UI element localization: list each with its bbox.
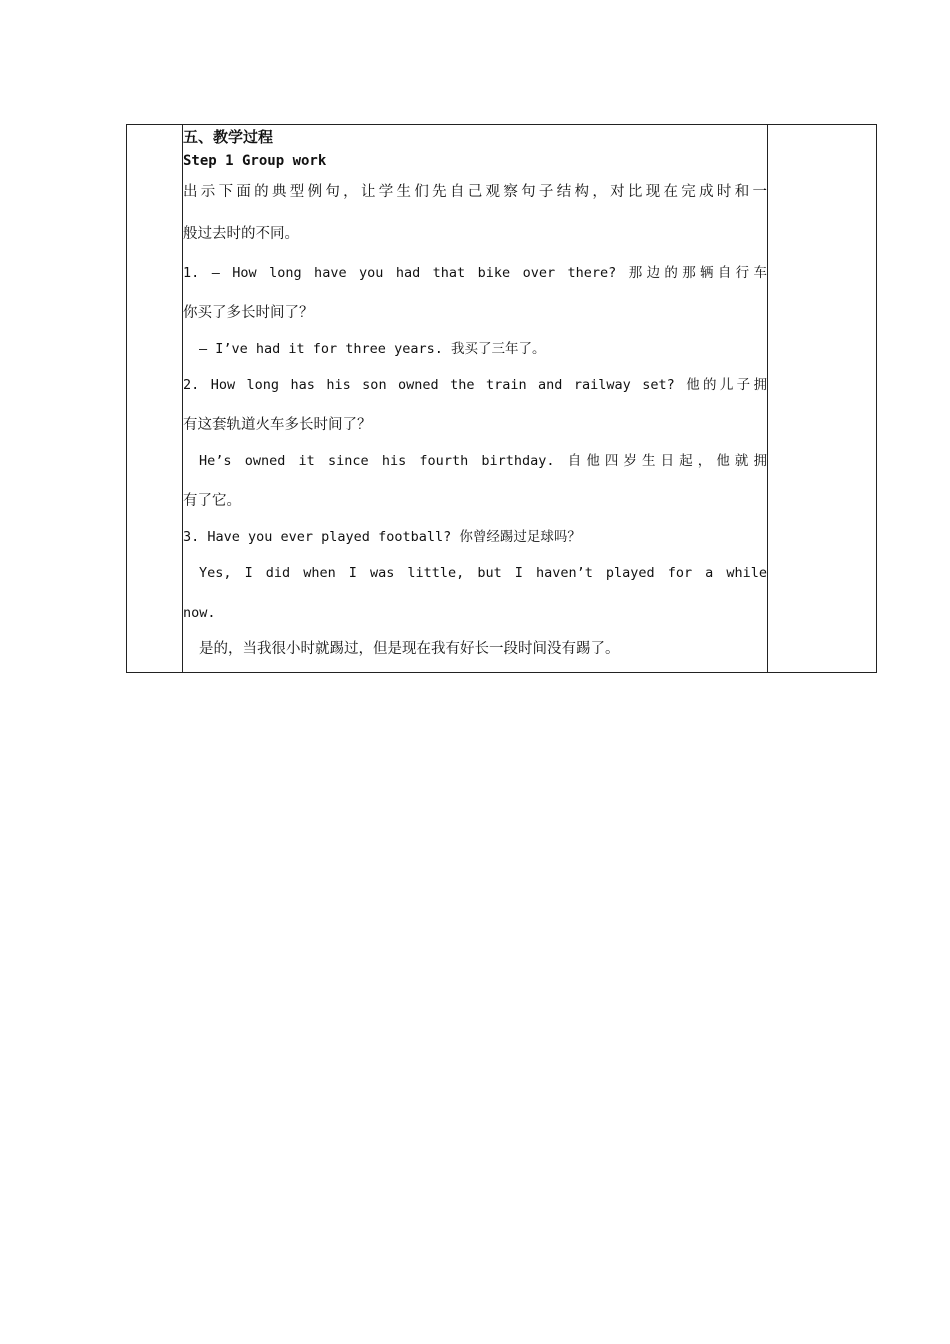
lesson-table <box>126 124 877 673</box>
example-1-question-line-1: 1. — How long have you had that bike over there? 那边的那辆自行车 <box>183 265 767 281</box>
example-1-question <box>183 264 767 322</box>
example-1-question-line-2: 你买了多长时间了？ <box>183 305 314 321</box>
example-3-answer-line-3: 是的，当我很小时就踢过，但是现在我有好长一段时间没有踢了。 <box>199 641 620 657</box>
example-2-question-line-1: 2. How long has his son owned the train and railway set? 他的儿子拥 <box>183 377 767 393</box>
main-content-cell <box>183 125 768 673</box>
intro-line-2: 般过去时的不同。 <box>183 226 299 242</box>
example-2-question-line-2: 有这套轨道火车多长时间了？ <box>183 417 372 433</box>
example-1-answer-line-1: — I’ve had it for three years. 我买了三年了。 <box>199 341 546 357</box>
example-2-answer-line-1: He’s owned it since his fourth birthday. 自他四岁生日起，他就拥 <box>199 453 767 469</box>
right-empty-cell <box>768 125 877 673</box>
example-2-answer <box>183 452 767 510</box>
example-2-answer-line-2: 有了它。 <box>183 493 241 509</box>
section-title: 五、教学过程 <box>183 128 274 146</box>
example-3-answer <box>183 564 767 658</box>
example-3-answer-line-2: now. <box>183 605 216 621</box>
intro-paragraph <box>183 183 767 243</box>
intro-line-1: 出示下面的典型例句，让学生们先自己观察句子结构，对比现在完成时和一 <box>183 184 767 200</box>
example-2-question <box>183 376 767 434</box>
step-title: Step 1 Group work <box>183 153 327 169</box>
left-empty-cell <box>127 125 183 673</box>
example-1-answer <box>183 340 767 358</box>
table-row <box>127 125 877 673</box>
example-3-question-line-1: 3. Have you ever played football? 你曾经踢过足球吗？ <box>183 529 581 545</box>
example-3-question <box>183 528 767 546</box>
example-3-answer-line-1: Yes, I did when I was little, but I haven’t played for a while <box>199 565 767 581</box>
